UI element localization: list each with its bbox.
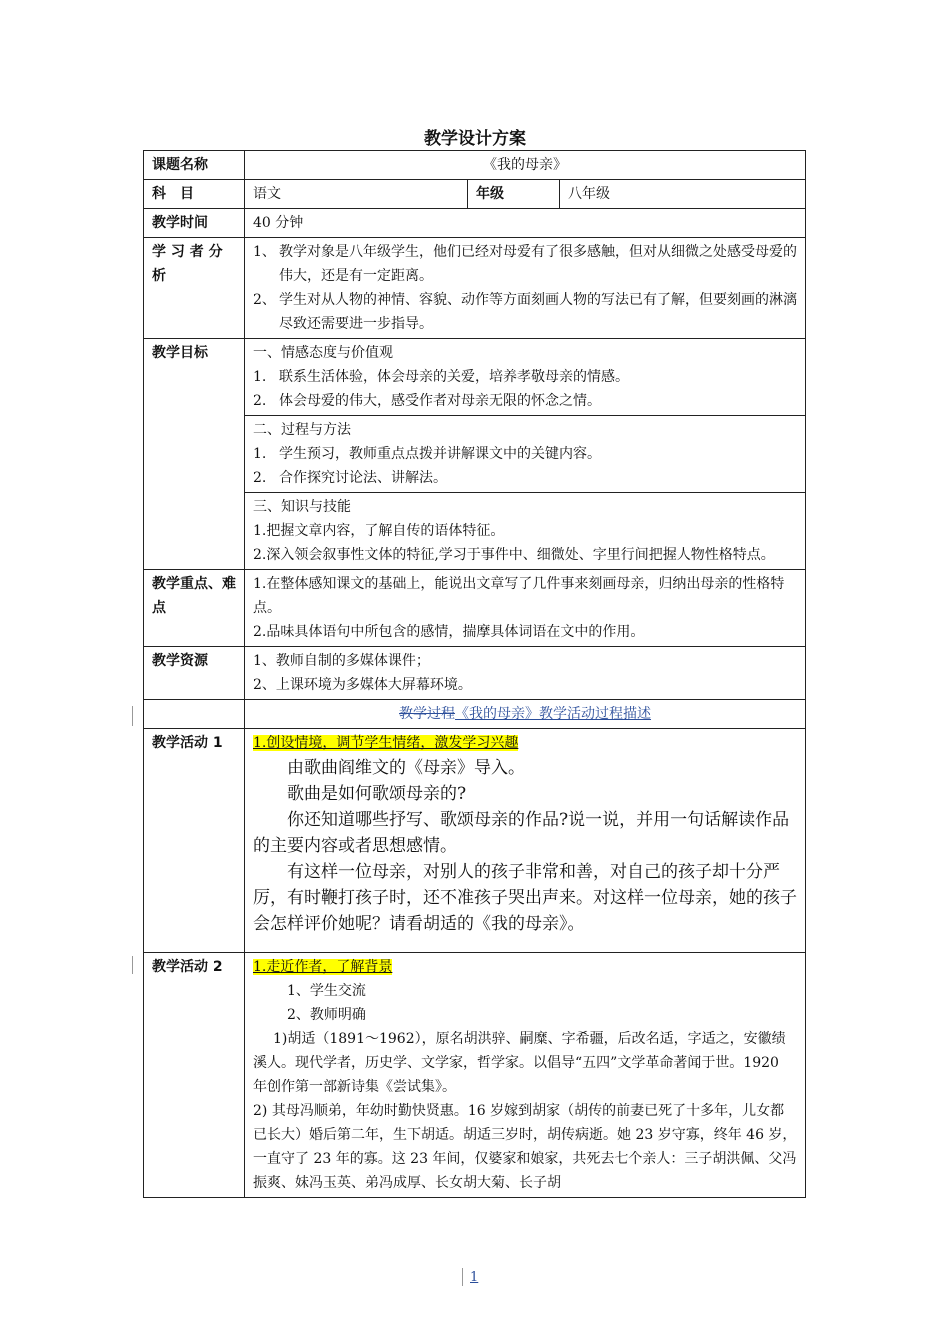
row-time: [144, 209, 806, 238]
page-number: 1: [470, 1270, 479, 1285]
keypoint-item: 2.品味具体语句中所包含的感情，揣摩具体词语在文中的作用。: [253, 624, 645, 640]
resources-content: [245, 647, 806, 700]
learner-content: [245, 238, 806, 339]
goal-item: 2. 合作探究讨论法、讲解法。: [253, 470, 447, 486]
activity2-paragraph: 2) 其母冯顺弟，年幼时勤快贤惠。16 岁嫁到胡家（胡传的前妻已死了十多年，儿女都已长大）婚后第二年，生下胡适。胡适三岁时，胡传病逝。她 23 岁守寡，终年 46 岁，一直守了 23 年的寡。这 23 年间，仅婆家和娘家，共死去七个亲人：三子胡洪佩、父冯振爽、妹冯玉英、弟冯成厚、长女胡大菊、长子胡: [253, 1103, 797, 1191]
learner-item: 2、 学生对从人物的神情、容貌、动作等方面刻画人物的写法已有了解，但要刻画的淋漓尽致还需要进一步指导。: [253, 292, 797, 332]
row-activity-2: [144, 953, 806, 1198]
topic-value: 《我的母亲》: [245, 151, 806, 180]
goals-emotion: [245, 339, 806, 416]
process-header-deleted: 教学过程: [399, 706, 456, 722]
goal-item: 1.把握文章内容，了解自传的语体特征。: [253, 523, 505, 539]
subject-label: 科 目: [144, 180, 245, 209]
goals-label: 教学目标: [144, 339, 245, 570]
goals-knowledge: [245, 493, 806, 570]
activity2-sub: 1、学生交流: [287, 983, 366, 999]
goal-item: 1. 学生预习，教师重点点拨并讲解课文中的关键内容。: [253, 446, 601, 462]
time-label: 教学时间: [144, 209, 245, 238]
goals-process: [245, 416, 806, 493]
lesson-plan-table: [143, 150, 806, 1198]
activity2-content: [245, 953, 806, 1198]
keypoint-item: 1.在整体感知课文的基础上，能说出文章写了几件事来刻画母亲，归纳出母亲的性格特点。: [253, 576, 785, 616]
row-learner: [144, 238, 806, 339]
page-number-divider: [462, 1268, 463, 1286]
process-header-text: 《我的母亲》教学活动过程描述: [455, 706, 652, 722]
row-process-header: [144, 700, 806, 729]
goal-section-title: 二、过程与方法: [253, 422, 351, 438]
goal-section-title: 三、知识与技能: [253, 499, 351, 515]
learner-label: 学 习 者 分 析: [144, 238, 245, 339]
row-topic: [144, 151, 806, 180]
margin-marker: [132, 706, 133, 726]
activity1-label: 教学活动 1: [144, 729, 245, 953]
activity2-label: 教学活动 2: [144, 953, 245, 1198]
goal-item: 1. 联系生活体验，体会母亲的关爱，培养孝敬母亲的情感。: [253, 369, 629, 385]
activity2-heading: 1.走近作者，了解背景: [253, 959, 393, 975]
margin-marker: [132, 956, 133, 974]
row-activity-1: [144, 729, 806, 953]
goal-item: 2.深入领会叙事性文体的特征,学习于事件中、细微处、字里行间把握人物性格特点。: [253, 547, 775, 563]
activity1-heading: 1.创设情境，调节学生情绪，激发学习兴趣: [253, 735, 519, 751]
activity1-paragraph: 有这样一位母亲，对别人的孩子非常和善，对自己的孩子却十分严厉，有时鞭打孩子时，还不准孩子哭出声来。对这样一位母亲，她的孩子会怎样评价她呢？请看胡适的《我的母亲》。: [253, 862, 797, 934]
row-resources: [144, 647, 806, 700]
row-subject: [144, 180, 806, 209]
topic-label: 课题名称: [144, 151, 245, 180]
activity1-paragraph: 由歌曲阎维文的《母亲》导入。: [287, 758, 525, 778]
activity1-paragraph: 你还知道哪些抒写、歌颂母亲的作品?说一说，并用一句话解读作品的主要内容或者思想感情。: [253, 810, 790, 856]
goal-section-title: 一、情感态度与价值观: [253, 345, 393, 361]
grade-value: 八年级: [560, 180, 806, 209]
subject-value: 语文: [245, 180, 468, 209]
time-value: 40 分钟: [245, 209, 806, 238]
resource-item: 1、教师自制的多媒体课件；: [253, 653, 430, 669]
page-title: 教学设计方案: [424, 129, 526, 149]
resource-item: 2、上课环境为多媒体大屏幕环境。: [253, 677, 472, 693]
keypoints-label: 教学重点、难点: [144, 570, 245, 647]
process-header: [245, 700, 806, 729]
row-goals-1: [144, 339, 806, 416]
activity1-paragraph: 歌曲是如何歌颂母亲的?: [287, 784, 467, 804]
grade-label: 年级: [468, 180, 560, 209]
activity2-sub: 2、教师明确: [287, 1007, 366, 1023]
row-keypoints: [144, 570, 806, 647]
activity1-content: [245, 729, 806, 953]
keypoints-content: [245, 570, 806, 647]
learner-item: 1、 教学对象是八年级学生，他们已经对母爱有了很多感触，但对从细微之处感受母爱的伟大，还是有一定距离。: [253, 244, 797, 284]
process-header-blank: [144, 700, 245, 729]
goal-item: 2. 体会母爱的伟大，感受作者对母亲无限的怀念之情。: [253, 393, 601, 409]
activity2-paragraph: 1)胡适（1891～1962），原名胡洪骍、嗣糜、字希疆，后改名适，字适之，安徽绩溪人。现代学者，历史学、文学家，哲学家。以倡导“五四”文学革命著闻于世。1920 年创作第一部新诗集《尝试集》。: [253, 1031, 786, 1095]
resources-label: 教学资源: [144, 647, 245, 700]
